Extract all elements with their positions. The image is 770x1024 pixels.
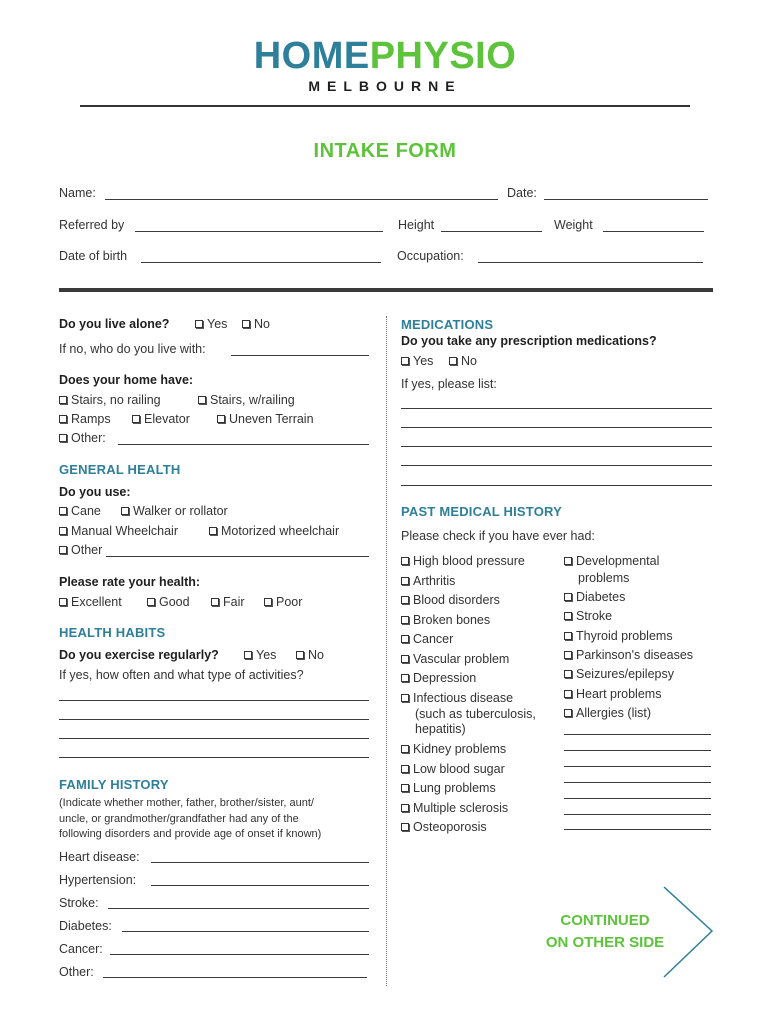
- family-stroke-label: Stroke:: [59, 896, 99, 910]
- family-diabetes-field[interactable]: [122, 931, 369, 932]
- home-ramps[interactable]: Ramps: [59, 412, 111, 426]
- checkbox[interactable]: [564, 612, 572, 620]
- family-history-note: (Indicate whether mother, father, brother/sister, aunt/ uncle, or grandmother/grandfather had any of the following disorders and provide age of onset if known): [59, 797, 322, 840]
- checkbox[interactable]: [401, 557, 409, 565]
- use-other[interactable]: Other: [59, 543, 102, 557]
- checkbox[interactable]: [564, 557, 572, 565]
- family-cancer-field[interactable]: [110, 954, 369, 955]
- checkbox[interactable]: [564, 632, 572, 640]
- family-history-heading: FAMILY HISTORY: [59, 777, 169, 792]
- live-alone-question: Do you live alone?: [59, 317, 170, 331]
- checkbox[interactable]: [401, 635, 409, 643]
- history-seizures[interactable]: Seizures/epilepsy: [564, 667, 674, 681]
- medications-yes[interactable]: Yes: [401, 354, 433, 368]
- history-lung-problems[interactable]: Lung problems: [401, 781, 496, 795]
- checkbox[interactable]: [401, 784, 409, 792]
- use-label: Do you use:: [59, 485, 131, 499]
- checkbox[interactable]: [401, 823, 409, 831]
- health-habits-heading: HEALTH HABITS: [59, 625, 166, 640]
- live-alone-yes[interactable]: Yes: [195, 317, 227, 331]
- history-multiple-sclerosis[interactable]: Multiple sclerosis: [401, 801, 508, 815]
- logo-physio: PHYSIO: [369, 35, 517, 77]
- checkbox[interactable]: [401, 745, 409, 753]
- weight-field[interactable]: [603, 231, 704, 232]
- checkbox[interactable]: [132, 415, 140, 423]
- column-divider: [386, 316, 387, 986]
- checkbox[interactable]: [198, 396, 206, 404]
- height-field[interactable]: [441, 231, 542, 232]
- allergies-line-2[interactable]: [564, 750, 711, 751]
- history-diabetes[interactable]: Diabetes: [564, 590, 625, 604]
- home-other-field[interactable]: [118, 444, 369, 445]
- history-infectious-note-1: (such as tuberculosis,: [415, 707, 536, 721]
- history-high-blood-pressure[interactable]: High blood pressure: [401, 554, 525, 568]
- history-thyroid-problems[interactable]: Thyroid problems: [564, 629, 673, 643]
- family-diabetes-label: Diabetes:: [59, 919, 112, 933]
- checkbox[interactable]: [59, 396, 67, 404]
- checkbox[interactable]: [59, 546, 67, 554]
- medications-question: Do you take any prescription medications?: [401, 334, 657, 348]
- checkbox[interactable]: [121, 507, 129, 515]
- allergies-line-6[interactable]: [564, 814, 711, 815]
- home-stairs-no-railing[interactable]: Stairs, no railing: [59, 393, 161, 407]
- occupation-field[interactable]: [478, 262, 703, 263]
- checkbox[interactable]: [217, 415, 225, 423]
- checkbox[interactable]: [401, 577, 409, 585]
- history-allergies[interactable]: Allergies (list): [564, 706, 651, 720]
- date-field[interactable]: [544, 199, 708, 200]
- exercise-line-1[interactable]: [59, 700, 369, 701]
- history-developmental[interactable]: Developmental: [564, 554, 659, 568]
- checkbox[interactable]: [209, 527, 217, 535]
- logo: [0, 36, 770, 76]
- past-history-heading: PAST MEDICAL HISTORY: [401, 504, 562, 519]
- medications-line-2[interactable]: [401, 427, 712, 428]
- exercise-line-4[interactable]: [59, 757, 369, 758]
- checkbox[interactable]: [401, 655, 409, 663]
- continued-note: CONTINUED ON OTHER SIDE: [545, 912, 665, 951]
- date-label: Date:: [507, 186, 537, 200]
- header-divider: [80, 105, 690, 107]
- checkbox[interactable]: [564, 709, 572, 717]
- referred-by-label: Referred by: [59, 218, 125, 232]
- history-blood-disorders[interactable]: Blood disorders: [401, 593, 500, 607]
- checkbox[interactable]: [195, 320, 203, 328]
- history-cancer[interactable]: Cancer: [401, 632, 453, 646]
- family-other-label: Other:: [59, 965, 94, 979]
- chevron-right-icon: [660, 885, 716, 981]
- family-heart-disease-label: Heart disease:: [59, 850, 140, 864]
- medications-line-3[interactable]: [401, 446, 712, 447]
- checkbox[interactable]: [401, 694, 409, 702]
- medications-heading: MEDICATIONS: [401, 317, 494, 332]
- height-label: Height: [398, 218, 435, 232]
- history-heart-problems[interactable]: Heart problems: [564, 687, 661, 701]
- family-heart-disease-field[interactable]: [151, 862, 369, 863]
- history-kidney-problems[interactable]: Kidney problems: [401, 742, 506, 756]
- home-other[interactable]: Other:: [59, 431, 106, 445]
- past-history-instruction: Please check if you have ever had:: [401, 529, 595, 543]
- checkbox[interactable]: [296, 651, 304, 659]
- use-manual-wheelchair[interactable]: Manual Wheelchair: [59, 524, 178, 538]
- exercise-yes[interactable]: Yes: [244, 648, 276, 662]
- checkbox[interactable]: [264, 598, 272, 606]
- use-walker[interactable]: Walker or rollator: [121, 504, 228, 518]
- allergies-line-7[interactable]: [564, 829, 711, 830]
- checkbox[interactable]: [59, 598, 67, 606]
- use-cane[interactable]: Cane: [59, 504, 101, 518]
- checkbox[interactable]: [401, 765, 409, 773]
- allergies-line-5[interactable]: [564, 798, 711, 799]
- exercise-line-3[interactable]: [59, 738, 369, 739]
- checkbox[interactable]: [564, 651, 572, 659]
- checkbox[interactable]: [401, 596, 409, 604]
- allergies-line-1[interactable]: [564, 734, 711, 735]
- exercise-how-label: If yes, how often and what type of activities?: [59, 668, 304, 682]
- checkbox[interactable]: [211, 598, 219, 606]
- checkbox[interactable]: [244, 651, 252, 659]
- rate-good[interactable]: Good: [147, 595, 190, 609]
- family-hypertension-label: Hypertension:: [59, 873, 137, 887]
- dob-field[interactable]: [141, 262, 381, 263]
- checkbox[interactable]: [564, 593, 572, 601]
- home-uneven-terrain[interactable]: Uneven Terrain: [217, 412, 314, 426]
- logo-subtitle: MELBOURNE: [308, 78, 462, 94]
- rate-fair[interactable]: Fair: [211, 595, 245, 609]
- name-label: Name:: [59, 186, 96, 200]
- dob-label: Date of birth: [59, 249, 128, 263]
- history-osteoporosis[interactable]: Osteoporosis: [401, 820, 487, 834]
- family-stroke-field[interactable]: [108, 908, 369, 909]
- family-other-field[interactable]: [103, 977, 367, 978]
- use-other-field[interactable]: [106, 556, 369, 557]
- checkbox[interactable]: [59, 415, 67, 423]
- history-developmental-cont: problems: [578, 571, 630, 585]
- medications-line-1[interactable]: [401, 408, 712, 409]
- checkbox[interactable]: [59, 527, 67, 535]
- checkbox[interactable]: [59, 434, 67, 442]
- medications-line-5[interactable]: [401, 485, 712, 486]
- live-alone-no[interactable]: No: [242, 317, 270, 331]
- general-health-heading: GENERAL HEALTH: [59, 462, 181, 477]
- history-stroke[interactable]: Stroke: [564, 609, 612, 623]
- rate-health-label: Please rate your health:: [59, 575, 201, 589]
- live-with-label: If no, who do you live with:: [59, 342, 206, 356]
- checkbox[interactable]: [449, 357, 457, 365]
- section-divider: [59, 288, 713, 292]
- allergies-line-4[interactable]: [564, 782, 711, 783]
- checkbox[interactable]: [59, 507, 67, 515]
- use-motorized-wheelchair[interactable]: Motorized wheelchair: [209, 524, 339, 538]
- history-depression[interactable]: Depression: [401, 671, 476, 685]
- history-infectious-note-2: hepatitis): [415, 722, 466, 736]
- weight-label: Weight: [554, 218, 593, 232]
- exercise-line-2[interactable]: [59, 719, 369, 720]
- history-parkinsons[interactable]: Parkinson's diseases: [564, 648, 693, 662]
- checkbox[interactable]: [242, 320, 250, 328]
- home-have-label: Does your home have:: [59, 373, 194, 387]
- logo-home: HOME: [253, 35, 370, 77]
- exercise-no[interactable]: No: [296, 648, 324, 662]
- medications-no[interactable]: No: [449, 354, 477, 368]
- checkbox[interactable]: [564, 690, 572, 698]
- home-elevator[interactable]: Elevator: [132, 412, 190, 426]
- medications-line-4[interactable]: [401, 465, 712, 466]
- checkbox[interactable]: [401, 674, 409, 682]
- rate-poor[interactable]: Poor: [264, 595, 302, 609]
- family-cancer-label: Cancer:: [59, 942, 103, 956]
- history-vascular-problem[interactable]: Vascular problem: [401, 652, 509, 666]
- exercise-question: Do you exercise regularly?: [59, 648, 219, 662]
- history-infectious-disease[interactable]: Infectious disease: [401, 691, 513, 705]
- history-broken-bones[interactable]: Broken bones: [401, 613, 490, 627]
- checkbox[interactable]: [401, 357, 409, 365]
- live-with-field[interactable]: [231, 355, 369, 356]
- family-hypertension-field[interactable]: [151, 885, 369, 886]
- history-low-blood-sugar[interactable]: Low blood sugar: [401, 762, 505, 776]
- name-field[interactable]: [105, 199, 498, 200]
- history-arthritis[interactable]: Arthritis: [401, 574, 455, 588]
- referred-by-field[interactable]: [135, 231, 383, 232]
- home-stairs-railing[interactable]: Stairs, w/railing: [198, 393, 295, 407]
- page-title: INTAKE FORM: [313, 140, 457, 162]
- allergies-line-3[interactable]: [564, 766, 711, 767]
- checkbox[interactable]: [564, 670, 572, 678]
- rate-excellent[interactable]: Excellent: [59, 595, 122, 609]
- checkbox[interactable]: [147, 598, 155, 606]
- medications-list-label: If yes, please list:: [401, 377, 497, 391]
- occupation-label: Occupation:: [397, 249, 464, 263]
- checkbox[interactable]: [401, 804, 409, 812]
- checkbox[interactable]: [401, 616, 409, 624]
